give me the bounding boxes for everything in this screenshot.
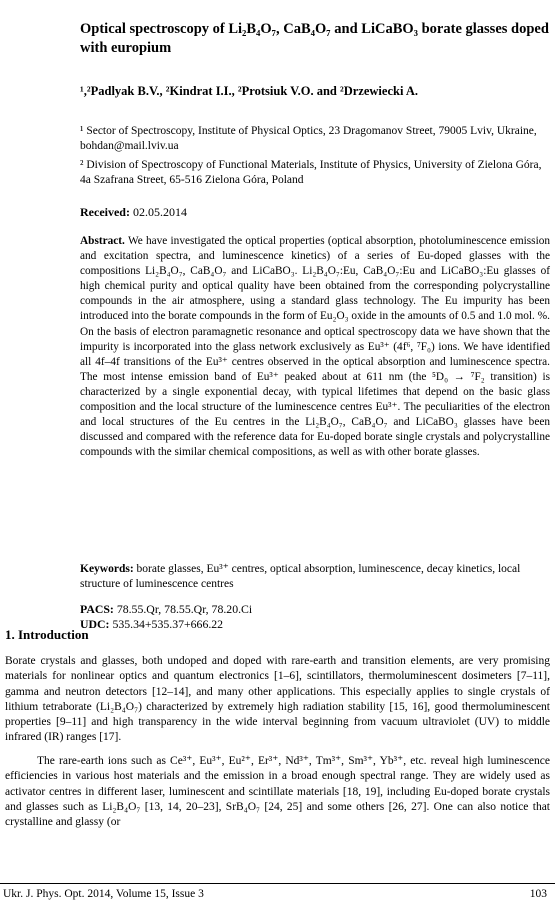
abstract-text: We have investigated the optical properties (optical absorption, photoluminescence emission and excitation spectra, and luminescence kinetics) of a series of Eu-doped glasses with the compositions Li₂B₄O₇, CaB₄O₇ and LiCaBO₃. Li₂B₄O₇:Eu, CaB₄O₇:Eu and LiCaBO₃:Eu glasses of high chemical purity and optical quality have been obtained from the corresponding polycrystalline compounds in the air atmosphere, using a standard glass technology. The Eu impurity has been introduced into the borate compounds in the form of Eu₂O₃ oxide in the amounts of 0.5 and 1.0 mol. %. On the basis of electron paramagnetic resonance and optical spectroscopy data we have shown that the impurity is incorporated into the glass network exclusively as Eu³⁺ (4f⁶, ⁷F₀) ions. We have identified all 4f–4f transitions of the Eu³⁺ centres observed in the optical absorption and luminescence spectra. The most intense emission band of Eu³⁺ peaked about at 611 nm (the ⁵D₀ → ⁷F₂ transition) is characterized by a single exponential decay, with typical lifetimes that depend on the basic glass composition and the local structure of the luminescence centres Eu³⁺. The peculiarities of the electron and local structures of the Eu centres in the Li₂B₄O₇, CaB₄O₇ and LiCaBO₃ glasses have been discussed and compared with the reference data for Eu-doped borate single crystals and polycrystalline compounds with the similar chemical compositions, as well as with other borate glasses. — [80, 235, 551, 459]
abstract — [80, 234, 550, 460]
received-label: Received: — [80, 205, 130, 219]
affiliation-2: ² Division of Spectroscopy of Functional Materials, Institute of Physics, University of Zielona Góra, 4a Szafrana Street, 65-516 Zielona Góra, Poland — [80, 159, 542, 186]
author-list: ¹,²Padlyak B.V., ²Kindrat I.I., ²Protsiuk V.O. and ²Drzewiecki A. — [80, 84, 419, 98]
body-paragraph: The rare-earth ions such as Ce³⁺, Eu³⁺, Eu²⁺, Er³⁺, Nd³⁺, Tm³⁺, Sm³⁺, Yb³⁺, etc. reveal high luminescence efficiencies in various host materials and the emission in a broad enough spectral range. They are widely used as activator centres in different laser, luminescent and scintillate materials [18, 19], including Eu-doped borate crystals and glasses such as Li₂B₄O₇ [13, 14, 20–23], SrB₄O₇ [24, 25] and some others [26, 27]. One can also notice that crystalline and glassy (or — [5, 755, 550, 829]
paper-title: Optical spectroscopy of Li₂B₄O₇, CaB₄O₇ and LiCaBO₃ borate glasses doped with europium — [80, 21, 549, 56]
journal-citation: Ukr. J. Phys. Opt. 2014, Volume 15, Issue 3 — [3, 888, 204, 900]
affiliations — [80, 124, 550, 192]
footer-divider — [0, 883, 555, 884]
keywords-text: borate glasses, Eu³⁺ centres, optical absorption, luminescence, decay kinetics, local structure of luminescence centres — [80, 563, 521, 590]
classification-codes — [80, 602, 550, 632]
keywords — [80, 562, 550, 592]
affiliation-1: ¹ Sector of Spectroscopy, Institute of Physical Optics, 23 Dragomanov Street, 79005 Lviv, Ukraine, bohdan@mail.lviv.ua — [80, 125, 537, 152]
udc-label: UDC: — [80, 617, 110, 631]
pacs-line — [80, 602, 550, 617]
body-paragraph: Borate crystals and glasses, both undoped and doped with rare-earth and transition elements, are very promising materials for nonlinear optics and quantum electronics [1–6], scintillators, thermoluminescent dosimeters [7–11], gamma and neutron detectors [12–14], and many other applications. This especially applies to single crystals of lithium tetraborate (Li₂B₄O₇) characterized by extremely high radiation stability [15, 16], good thermoluminescent properties [9–11] and high transparency in the wide interval beginning from vacuum ultraviolet (UV) to middle infrared (IR) ranges [17]. — [5, 655, 550, 744]
udc-line — [80, 617, 550, 632]
section-heading: 1. Introduction — [5, 627, 89, 642]
received-date — [80, 205, 550, 220]
pacs-label: PACS: — [80, 602, 114, 616]
abstract-label: Abstract. — [80, 235, 125, 247]
keywords-label: Keywords: — [80, 563, 134, 575]
received-value: 02.05.2014 — [132, 205, 187, 219]
page-number: 103 — [529, 888, 547, 900]
pacs-value: 78.55.Qr, 78.55.Qr, 78.20.Ci — [116, 602, 253, 616]
udc-value: 535.34+535.37+666.22 — [112, 617, 224, 631]
